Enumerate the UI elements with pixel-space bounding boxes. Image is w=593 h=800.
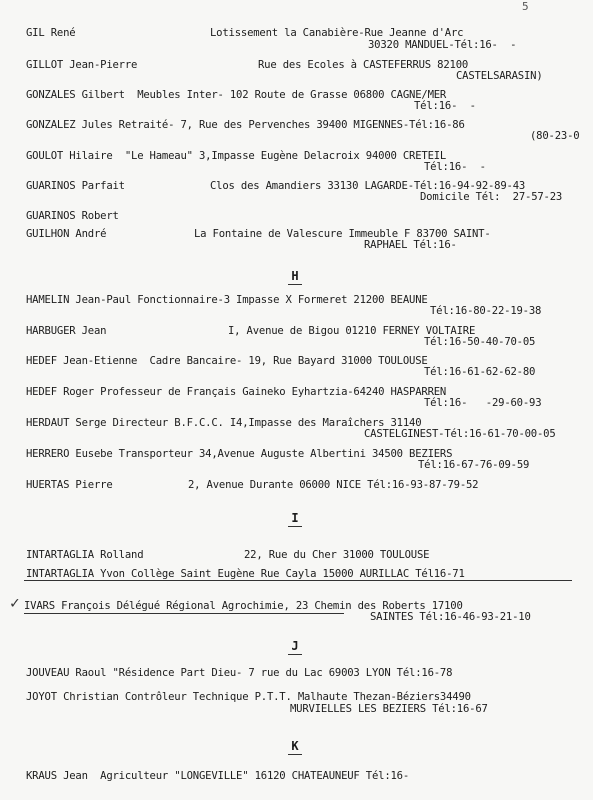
entry-guarinos-parfait-line-0: GUARINOS Parfait <box>26 180 125 192</box>
entry-guilhon-line-2: RAPHAEL Tél:16- <box>364 239 457 251</box>
entry-ivars-line-0: IVARS François Délégué Régional Agrochimie, 23 Chemin des Roberts 17100 <box>24 600 463 612</box>
entry-gillot-line-0: GILLOT Jean-Pierre <box>26 59 138 71</box>
entry-gillot-line-2: CASTELSARASIN) <box>456 70 543 82</box>
entry-huertas-line-1: 2, Avenue Durante 06000 NICE Tél:16-93-87-79-52 <box>188 479 479 491</box>
section-underline-k <box>288 754 302 755</box>
entry-intartaglia-rolland-line-1: 22, Rue du Cher 31000 TOULOUSE <box>244 549 430 561</box>
entry-gonzales-gilbert-line-1: Tél:16- - <box>414 100 476 112</box>
entry-guilhon-line-1: La Fontaine de Valescure Immeuble F 83700 SAINT- <box>194 228 491 240</box>
entry-joyot-line-1: MURVIELLES LES BEZIERS Tél:16-67 <box>290 703 488 715</box>
entry-kraus-line-0: KRAUS Jean Agriculteur "LONGEVILLE" 16120 CHATEAUNEUF Tél:16- <box>26 770 410 782</box>
entry-guarinos-robert-line-0: GUARINOS Robert <box>26 210 119 222</box>
entry-herrero-line-0: HERRERO Eusebe Transporteur 34,Avenue Auguste Albertini 34500 BEZIERS <box>26 448 453 460</box>
entry-hedef-jean-line-0: HEDEF Jean-Etienne Cadre Bancaire- 19, Rue Bayard 31000 TOULOUSE <box>26 355 428 367</box>
entry-herdaut-line-1: CASTELGINEST-Tél:16-61-70-00-05 <box>364 428 556 440</box>
section-header-i: I <box>291 511 299 525</box>
entry-jouveau-line-0: JOUVEAU Raoul "Résidence Part Dieu- 7 rue du Lac 69003 LYON Tél:16-78 <box>26 667 453 679</box>
entry-intartaglia-rolland-line-0: INTARTAGLIA Rolland <box>26 549 144 561</box>
section-underline-i <box>288 526 302 527</box>
entry-hamelin-line-0: HAMELIN Jean-Paul Fonctionnaire-3 Impasse X Formeret 21200 BEAUNE <box>26 294 428 306</box>
entry-hedef-roger-line-1: Tél:16- -29-60-93 <box>424 397 542 409</box>
entry-gonzalez-jules-line-0: GONZALEZ Jules Retraité- 7, Rue des Pervenches 39400 MIGENNES-Tél:16-86 <box>26 119 465 131</box>
entry-hamelin-line-1: Tél:16-80-22-19-38 <box>430 305 542 317</box>
entry-harbuger-line-1: I, Avenue de Bigou 01210 FERNEY VOLTAIRE <box>228 325 476 337</box>
entry-herrero-line-1: Tél:16-67-76-09-59 <box>418 459 530 471</box>
entry-goulot-line-1: Tél:16- - <box>424 161 486 173</box>
entry-gonzalez-jules-line-1: (80-23-0 <box>530 130 580 142</box>
entry-intartaglia-yvon-line-0: INTARTAGLIA Yvon Collège Saint Eugène Rue Cayla 15000 AURILLAC Tél16-71 <box>26 568 465 580</box>
entry-harbuger-line-0: HARBUGER Jean <box>26 325 107 337</box>
entry-herdaut-line-0: HERDAUT Serge Directeur B.F.C.C. I4,Impasse des Maraîchers 31140 <box>26 417 422 429</box>
entry-hedef-jean-line-1: Tél:16-61-62-62-80 <box>424 366 536 378</box>
page-number: 5 <box>522 0 529 13</box>
entry-gil-line-0: GIL René <box>26 27 76 39</box>
check-mark-icon: ✓ <box>10 593 20 612</box>
entry-gil-line-2: 30320 MANDUEL-Tél:16- - <box>368 39 517 51</box>
section-header-h: H <box>291 269 299 283</box>
section-header-k: K <box>291 739 299 753</box>
entry-goulot-line-0: GOULOT Hilaire "Le Hameau" 3,Impasse Eugène Delacroix 94000 CRETEIL <box>26 150 447 162</box>
entry-harbuger-line-2: Tél:16-50-40-70-05 <box>424 336 536 348</box>
section-underline-h <box>288 284 302 285</box>
entry-gonzales-gilbert-line-0: GONZALES Gilbert Meubles Inter- 102 Route de Grasse 06800 CAGNE/MER <box>26 89 447 101</box>
entry-guilhon-line-0: GUILHON André <box>26 228 107 240</box>
entry-guarinos-parfait-line-1: Clos des Amandiers 33130 LAGARDE-Tél:16-94-92-89-43 <box>210 180 526 192</box>
entry-ivars-line-1: SAINTES Tél:16-46-93-21-10 <box>370 611 531 623</box>
underline-ivars <box>24 613 344 614</box>
entry-gil-line-1: Lotissement la Canabière-Rue Jeanne d'Arc <box>210 27 464 39</box>
entry-gillot-line-1: Rue des Ecoles à CASTEFERRUS 82100 <box>258 59 469 71</box>
entry-joyot-line-0: JOYOT Christian Contrôleur Technique P.T.T. Malhaute Thezan-Béziers34490 <box>26 691 471 703</box>
section-header-j: J <box>291 639 299 653</box>
section-underline-j <box>288 654 302 655</box>
entry-huertas-line-0: HUERTAS Pierre <box>26 479 113 491</box>
entry-guarinos-parfait-line-2: Domicile Tél: 27-57-23 <box>420 191 563 203</box>
entry-hedef-roger-line-0: HEDEF Roger Professeur de Français Gaineko Eyhartzia-64240 HASPARREN <box>26 386 447 398</box>
underline-intartaglia-yvon <box>24 580 572 581</box>
